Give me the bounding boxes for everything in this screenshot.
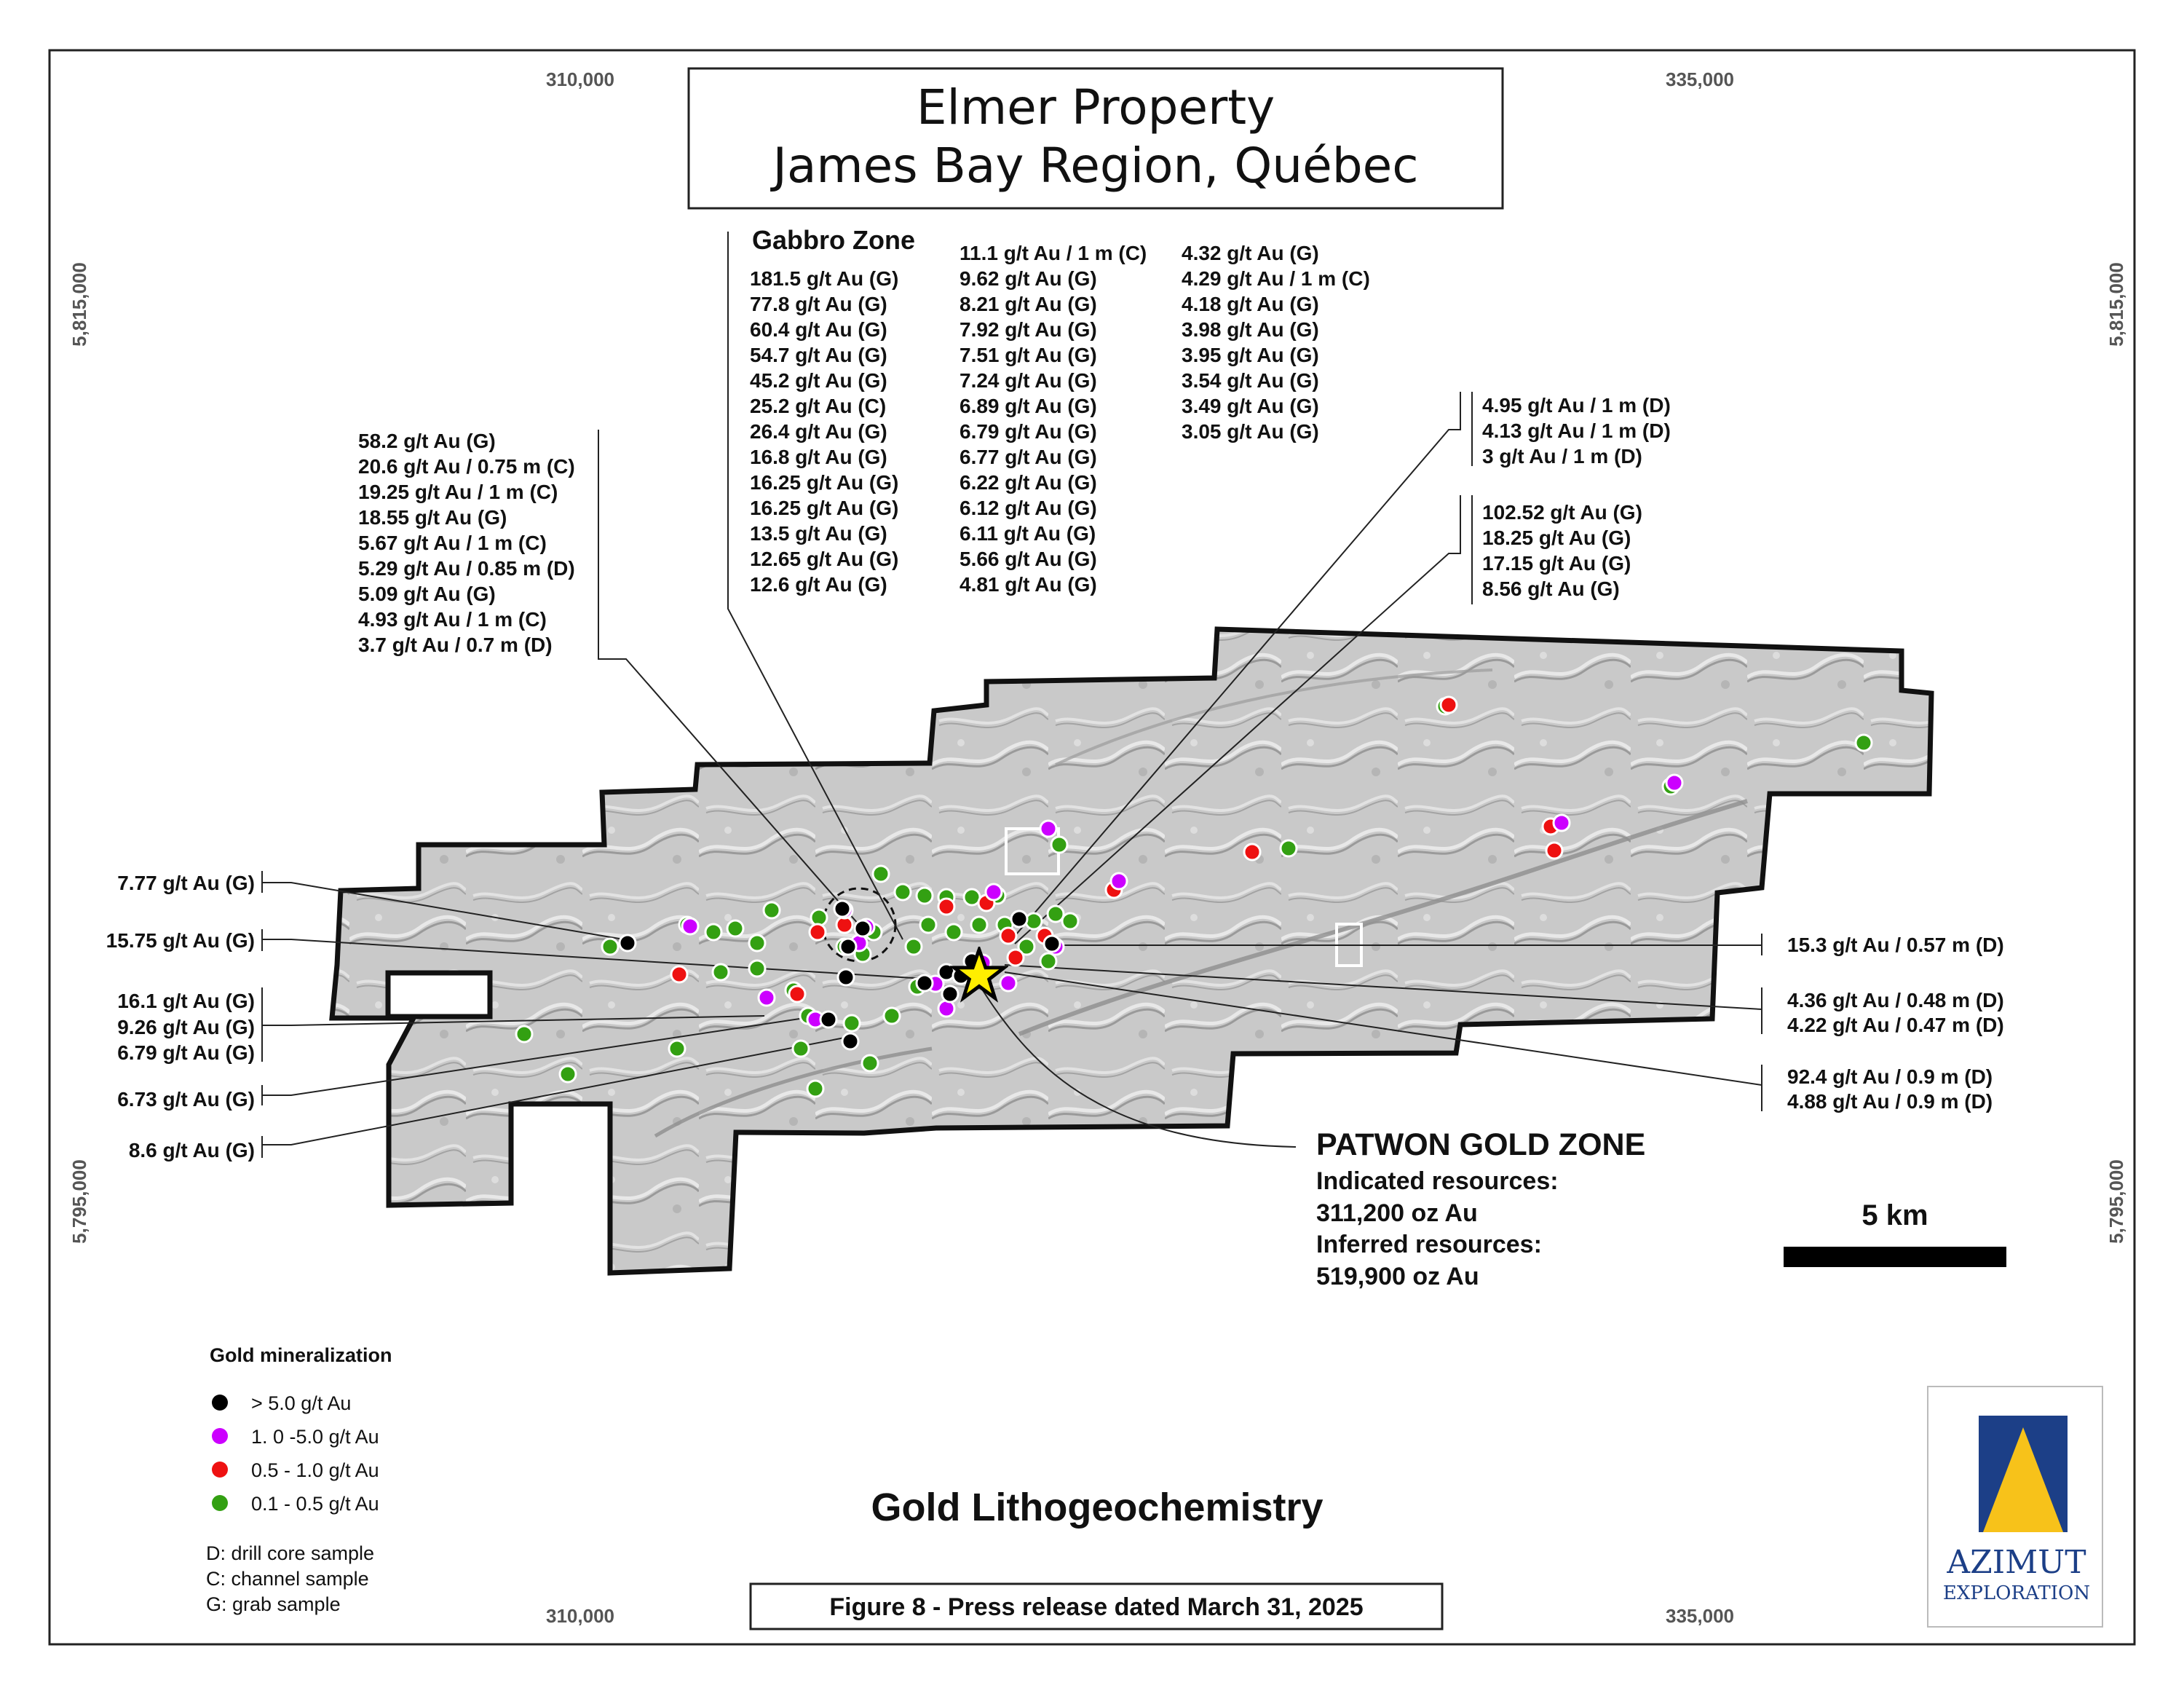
sample-point <box>1000 928 1016 944</box>
scale-bar <box>1784 1247 2006 1267</box>
sample-point <box>920 917 936 933</box>
gabbro-value: 77.8 g/t Au (G) <box>750 293 887 315</box>
callout-value: 15.75 g/t Au (G) <box>106 929 255 952</box>
legend-label: > 5.0 g/t Au <box>251 1392 352 1414</box>
sample-point <box>917 888 933 904</box>
sample-point <box>807 1081 823 1097</box>
sample-point <box>1666 775 1682 791</box>
sample-point <box>759 990 775 1006</box>
legend-swatch <box>212 1428 228 1444</box>
sample-point <box>516 1026 532 1042</box>
gabbro-value: 13.5 g/t Au (G) <box>750 522 887 545</box>
gabbro-value: 4.18 g/t Au (G) <box>1182 293 1319 315</box>
sample-point <box>1546 843 1562 859</box>
sample-point <box>895 884 911 900</box>
figure-caption: Figure 8 - Press release dated March 31, 2025 <box>829 1593 1364 1621</box>
map-title: Elmer Property <box>916 79 1275 135</box>
sample-point <box>1281 840 1297 856</box>
property-notch <box>388 973 490 1017</box>
northing-label-left-bottom: 5,795,000 <box>68 1159 90 1244</box>
gabbro-value: 16.8 g/t Au (G) <box>750 446 887 468</box>
patwon-inferred-label: Inferred resources: <box>1316 1231 1542 1258</box>
easting-label-top-left: 310,000 <box>546 68 614 90</box>
gabbro-value: 4.81 g/t Au (G) <box>960 573 1097 596</box>
logo-sub: EXPLORATION <box>1942 1582 2091 1604</box>
callout-value: 17.15 g/t Au (G) <box>1482 552 1631 575</box>
sample-point <box>820 1011 836 1028</box>
sample-point <box>1244 844 1260 860</box>
gabbro-value: 7.92 g/t Au (G) <box>960 318 1097 341</box>
callout-value: 4.95 g/t Au / 1 m (D) <box>1482 394 1671 417</box>
callout-value: 5.29 g/t Au / 0.85 m (D) <box>358 557 575 580</box>
sample-point <box>884 1008 900 1024</box>
legend-swatch <box>212 1395 228 1411</box>
callout-value: 4.13 g/t Au / 1 m (D) <box>1482 419 1671 442</box>
gabbro-value: 6.11 g/t Au (G) <box>960 522 1096 545</box>
legend-swatch <box>212 1462 228 1478</box>
gabbro-value: 4.29 g/t Au / 1 m (C) <box>1182 267 1370 290</box>
callout-value: 16.1 g/t Au (G) <box>117 990 255 1012</box>
callout-east <box>1787 934 2004 1113</box>
sample-point <box>971 917 987 933</box>
sample-point <box>602 939 618 955</box>
property-boundary <box>332 629 1931 1273</box>
gabbro-value: 4.32 g/t Au (G) <box>1182 242 1319 264</box>
gabbro-value: 11.1 g/t Au / 1 m (C) <box>960 242 1147 264</box>
logo-name: AZIMUT <box>1947 1544 2086 1581</box>
legend-label: 0.5 - 1.0 g/t Au <box>251 1459 379 1481</box>
sample-point <box>1111 873 1127 889</box>
gabbro-value: 3.54 g/t Au (G) <box>1182 369 1319 392</box>
sample-point <box>1011 911 1027 927</box>
gabbro-value: 6.12 g/t Au (G) <box>960 497 1097 519</box>
patwon-inferred-value: 519,900 oz Au <box>1316 1263 1479 1290</box>
callout-value: 4.36 g/t Au / 0.48 m (D) <box>1787 989 2004 1011</box>
sample-point <box>1048 906 1064 922</box>
gabbro-column-3 <box>1182 242 1370 443</box>
sample-point <box>1000 975 1016 991</box>
sample-point <box>1040 953 1056 969</box>
sample-point <box>838 969 854 985</box>
legend-sample-c: C: channel sample <box>206 1568 369 1590</box>
legend-items <box>212 1392 379 1515</box>
sample-point <box>1040 821 1056 837</box>
sample-point <box>917 975 933 991</box>
gabbro-value: 181.5 g/t Au (G) <box>750 267 899 290</box>
callout-value: 4.22 g/t Au / 0.47 m (D) <box>1787 1014 2004 1036</box>
northing-label-left-top: 5,815,000 <box>68 262 90 347</box>
callout-value: 8.6 g/t Au (G) <box>128 1139 255 1162</box>
sample-point <box>1008 950 1024 966</box>
map-theme-title: Gold Lithogeochemistry <box>871 1486 1324 1529</box>
sample-point <box>727 920 743 936</box>
callout-value: 4.88 g/t Au / 0.9 m (D) <box>1787 1090 1993 1113</box>
northing-label-right-top: 5,815,000 <box>2105 262 2127 347</box>
sample-point <box>560 1066 576 1082</box>
callout-value: 3.7 g/t Au / 0.7 m (D) <box>358 634 553 656</box>
callout-left-block <box>358 430 575 656</box>
gabbro-value: 3.98 g/t Au (G) <box>1182 318 1319 341</box>
gabbro-column-2 <box>960 242 1147 596</box>
sample-point <box>840 939 856 955</box>
callout-value: 4.93 g/t Au / 1 m (C) <box>358 608 547 631</box>
sample-point <box>1026 913 1042 929</box>
legend-title: Gold mineralization <box>210 1344 392 1366</box>
gabbro-value: 6.77 g/t Au (G) <box>960 446 1097 468</box>
sample-point <box>810 924 826 940</box>
legend-sample-d: D: drill core sample <box>206 1542 375 1564</box>
callout-value: 18.25 g/t Au (G) <box>1482 526 1631 549</box>
sample-point <box>855 920 871 936</box>
callout-upper-right-2 <box>1482 501 1642 600</box>
gabbro-value: 5.66 g/t Au (G) <box>960 548 1097 570</box>
patwon-name: PATWON GOLD ZONE <box>1316 1127 1646 1162</box>
sample-point <box>873 866 889 882</box>
gabbro-value: 7.24 g/t Au (G) <box>960 369 1097 392</box>
gabbro-value: 3.05 g/t Au (G) <box>1182 420 1319 443</box>
callout-value: 7.77 g/t Au (G) <box>117 872 255 894</box>
sample-point <box>749 935 765 951</box>
gabbro-value: 9.62 g/t Au (G) <box>960 267 1097 290</box>
gabbro-value: 6.79 g/t Au (G) <box>960 420 1097 443</box>
gabbro-value: 26.4 g/t Au (G) <box>750 420 887 443</box>
legend-label: 1. 0 -5.0 g/t Au <box>251 1426 379 1448</box>
sample-point <box>620 935 636 951</box>
sample-point <box>713 964 729 980</box>
sample-point <box>842 1033 858 1049</box>
sample-point <box>671 966 687 982</box>
sample-point <box>789 986 805 1002</box>
gabbro-value: 16.25 g/t Au (G) <box>750 497 899 519</box>
callout-value: 5.09 g/t Au (G) <box>358 583 496 605</box>
sample-point <box>749 961 765 977</box>
sample-point <box>942 986 958 1002</box>
gabbro-column-1 <box>750 267 898 596</box>
sample-point <box>1051 837 1067 853</box>
sample-point <box>682 918 698 934</box>
sample-point <box>793 1041 809 1057</box>
sample-point <box>669 1041 685 1057</box>
callout-value: 102.52 g/t Au (G) <box>1482 501 1642 524</box>
sample-point <box>906 939 922 955</box>
legend-label: 0.1 - 0.5 g/t Au <box>251 1493 379 1515</box>
gabbro-value: 3.49 g/t Au (G) <box>1182 395 1319 417</box>
sample-point <box>862 1055 878 1071</box>
legend-swatch <box>212 1495 228 1511</box>
sample-point <box>705 924 721 940</box>
gabbro-value: 7.51 g/t Au (G) <box>960 344 1097 366</box>
northing-label-right-bottom: 5,795,000 <box>2105 1159 2127 1244</box>
callout-upper-right-1 <box>1482 394 1671 468</box>
gabbro-value: 3.95 g/t Au (G) <box>1182 344 1319 366</box>
callout-value: 19.25 g/t Au / 1 m (C) <box>358 481 558 503</box>
sample-point <box>844 1015 860 1031</box>
callout-value: 8.56 g/t Au (G) <box>1482 577 1620 600</box>
gabbro-value: 45.2 g/t Au (G) <box>750 369 887 392</box>
callout-value: 15.3 g/t Au / 0.57 m (D) <box>1787 934 2004 956</box>
callout-value: 9.26 g/t Au (G) <box>117 1016 255 1038</box>
sample-point <box>1441 697 1457 713</box>
sample-point <box>938 899 954 915</box>
callout-value: 18.55 g/t Au (G) <box>358 506 507 529</box>
legend-sample-g: G: grab sample <box>206 1593 341 1615</box>
easting-label-bottom-left: 310,000 <box>546 1605 614 1627</box>
sample-point <box>1856 735 1872 751</box>
callout-value: 3 g/t Au / 1 m (D) <box>1482 445 1642 468</box>
sample-point <box>834 901 850 917</box>
callout-value: 5.67 g/t Au / 1 m (C) <box>358 532 547 554</box>
patwon-indicated-label: Indicated resources: <box>1316 1167 1559 1195</box>
gabbro-value: 16.25 g/t Au (G) <box>750 471 899 494</box>
callout-value: 92.4 g/t Au / 0.9 m (D) <box>1787 1065 1993 1088</box>
sample-point <box>764 902 780 918</box>
gabbro-value: 6.89 g/t Au (G) <box>960 395 1097 417</box>
gabbro-value: 12.6 g/t Au (G) <box>750 573 887 596</box>
patwon-indicated-value: 311,200 oz Au <box>1316 1199 1478 1227</box>
gabbro-value: 12.65 g/t Au (G) <box>750 548 899 570</box>
scale-bar-label: 5 km <box>1861 1199 1928 1231</box>
easting-label-top-right: 335,000 <box>1666 68 1734 90</box>
callout-value: 6.79 g/t Au (G) <box>117 1041 255 1064</box>
azimut-logo-icon <box>1979 1416 2068 1532</box>
easting-label-bottom-right: 335,000 <box>1666 1605 1734 1627</box>
map-subtitle-region: James Bay Region, Québec <box>772 138 1419 194</box>
gabbro-value: 6.22 g/t Au (G) <box>960 471 1097 494</box>
gabbro-value: 54.7 g/t Au (G) <box>750 344 887 366</box>
gabbro-zone-heading: Gabbro Zone <box>752 225 915 255</box>
gabbro-value: 25.2 g/t Au (C) <box>750 395 887 417</box>
callout-west <box>106 872 255 1162</box>
gabbro-value: 60.4 g/t Au (G) <box>750 318 887 341</box>
sample-point <box>938 1001 954 1017</box>
callout-value: 58.2 g/t Au (G) <box>358 430 496 452</box>
sample-point <box>1062 913 1078 929</box>
sample-point <box>1044 936 1060 952</box>
gabbro-value: 8.21 g/t Au (G) <box>960 293 1097 315</box>
sample-point <box>1554 815 1570 831</box>
sample-point <box>986 884 1002 900</box>
sample-point <box>946 924 962 940</box>
callout-value: 6.73 g/t Au (G) <box>117 1088 255 1111</box>
callout-value: 20.6 g/t Au / 0.75 m (C) <box>358 455 575 478</box>
